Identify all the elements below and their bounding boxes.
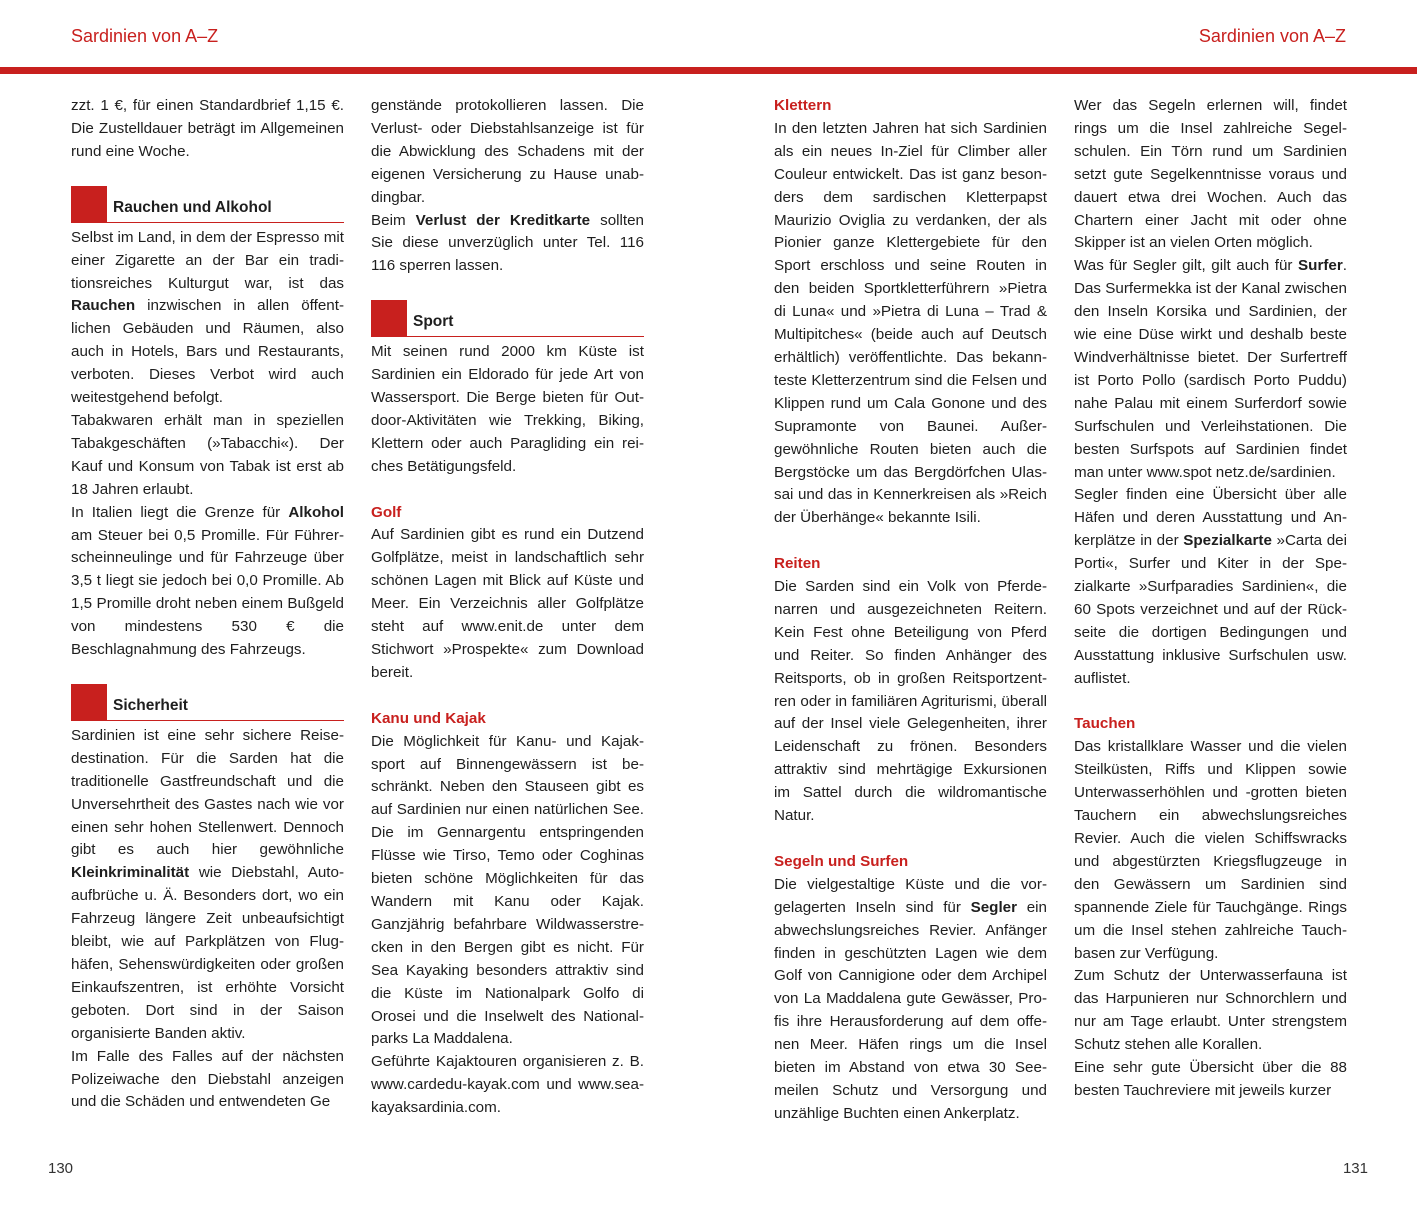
- paragraph: zzt. 1 €, für einen Standardbrief 1,15 €. Die Zustelldauer beträgt im Allgemeinen rund eine Woche.: [71, 97, 344, 160]
- section-marker: [371, 300, 407, 336]
- paragraph: Die Möglichkeit für Kanu- und Kajaksport auf Binnengewässern ist beschränkt. Neben den Stauseen gibt es auf Sardinien nur einen natürlichen See. Die im Gennargentu entspringenden Flüsse wie Tirso, Temo oder Coghinas bieten schöne Möglichkeiten für das Wandern mit Kanu oder Kajak. Ganzjährig befahrbare Wildwasserstrecken in den Bergen gibt es nicht. Für Sea Kayaking besonders attraktiv sind die Küste im Nationalpark Golfo di Orosei und die Inselwelt des Nationalparks La Maddalena.: [371, 732, 644, 1048]
- paragraph: Tabakwaren erhält man in speziellen Tabakgeschäften (»Tabacchi«). Der Kauf und Konsum von Tabak ist erst ab 18 Jahren erlaubt.: [71, 411, 344, 498]
- subheading-reiten: Reiten: [774, 555, 821, 573]
- running-head-left: Sardinien von A–Z: [71, 26, 219, 46]
- paragraph: Wer das Segeln erlernen will, findet rings um die Insel zahlreiche Segelschulen. Ein Törn rund um Sardinien setzt gute Segelkenntnisse voraus und dauert etwa drei Wochen. Auch das Chartern einer Jacht mit oder ohne Skipper ist an vielen Orten möglich.: [1074, 97, 1347, 252]
- section-marker: [71, 186, 107, 222]
- paragraph: Im Falle des Falles auf der nächsten Polizeiwache den Diebstahl anzeigen und die Schäden und entwendeten Ge: [71, 1047, 344, 1111]
- paragraph: Die Sarden sind ein Volk von Pferdenarren und ausgezeichneten Reitern. Kein Fest ohne Beteiligung von Pferd und Reiter. So finden Anhänger des Reitsports, ob in großen Reitsportzentren oder in familiären Agriturismi, überall auf der Insel viele Gelegenheiten, ihrer Leidenschaft zu frönen. Besonders attraktiv sind mehrtägige Exkursionen im Sattel durch die wildromantische Natur.: [774, 578, 1047, 825]
- paragraph: genstände protokollieren lassen. Die Verlust- oder Diebstahlsanzeige ist für die Abwicklung des Schadens mit der eigenen Versicherung zu Hause unabdingbar.: [371, 97, 644, 206]
- subheading-kanu: Kanu und Kajak: [371, 709, 486, 727]
- column-4: [1074, 95, 1347, 1103]
- paragraph: Sardinien ist eine sehr sichere Reisedestination. Für die Sarden hat die traditionelle Gastfreundschaft und die Unversehrtheit des Gastes nach wie vor einen sehr hohen Stellenwert. Dennoch gibt es auch hier gewöhnliche Kleinkriminalität wie Diebstahl, Autoaufbrüche u. Ä. Besonders dort, wo ein Fahrzeug längere Zeit unbeaufsichtigt bleibt, wie auf Parkplätzen von Flughäfen, Sehenswürdigkeiten oder großen Einkaufszentren, ist erhöhte Vorsicht geboten. Dort sind in der Saison organisierte Banden aktiv.: [71, 726, 344, 1042]
- section-heading-rauchen: [71, 186, 344, 223]
- section-title: Sicherheit: [113, 697, 188, 715]
- section-heading-sport: [371, 300, 644, 337]
- paragraph: Segler finden eine Übersicht über alle Häfen und deren Ausstattung und Ankerplätze in der Spezialkarte »Carta dei Porti«, Surfer und Kiter in der Spezialkarte »Surfparadies Sardinien«, die 60 Spots verzeichnet und auf der Rückseite die dortigen Bedingungen und Ausstattung inklusive Surfschulen usw. auflistet.: [1074, 486, 1347, 687]
- paragraph: In Italien liegt die Grenze für Alkohol am Steuer bei 0,5 Promille. Für Führerscheinneulinge und für Fahrzeuge über 3,5 t liegt sie jedoch bei 0,0 Promille. Ab 1,5 Promille droht neben einem Bußgeld von mindestens 530 € die Beschlagnahmung des Fahrzeugs.: [71, 503, 344, 659]
- section-marker: [71, 684, 107, 720]
- paragraph: Zum Schutz der Unterwasserfauna ist das Harpunieren nur Schnorchlern und nur am Tage erlaubt. Unter strengstem Schutz stehen alle Korallen.: [1074, 967, 1347, 1054]
- section-title: Rauchen und Alkohol: [113, 198, 272, 216]
- paragraph: Geführte Kajaktouren organisieren z. B. www.cardedu-kayak.com und www.seakayaksardinia.com.: [371, 1053, 644, 1117]
- page-number-right: 131: [1342, 1160, 1368, 1177]
- header-rule: [0, 67, 1417, 74]
- paragraph: Selbst im Land, in dem der Espresso mit einer Zigarette an der Bar ein traditionsreiches Kulturgut war, ist das Rauchen inzwischen in allen öffentlichen Gebäuden und Räumen, also auch in Hotels, Bars und Restaurants, verboten. Dieses Verbot wird auch weitestgehend befolgt.: [71, 228, 344, 407]
- paragraph: Die vielgestaltige Küste und die vorgelagerten Inseln sind für Segler ein abwechslungsreiches Revier. Anfänger finden in geschützten Lagen wie dem Golf von Cannigione oder dem Archipel von La Maddalena gute Gewässer, Profis ihre Herausforderung auf dem offenen Meer. Häfen rings um die Insel bieten im Abstand von etwa 30 Seemeilen Schutz und Versorgung und unzählige Buchten einen Ankerplatz.: [774, 875, 1047, 1122]
- paragraph: Beim Verlust der Kreditkarte sollten Sie diese unverzüglich unter Tel. 116 116 sperren lassen.: [371, 211, 644, 275]
- section-title: Sport: [413, 313, 454, 331]
- paragraph: In den letzten Jahren hat sich Sardinien als ein neues In-Ziel für Climber aller Couleur entwickelt. Das ist ganz besonders dem sardischen Kletterpapst Maurizio Oviglia zu verdanken, der als Pionier ganze Klettergebiete für den Sport erschloss und seine Routen in den beiden Sportkletterführern »Pietra di Luna« und »Pietra di Luna – Trad & Multipitches« (beide auch auf Deutsch erhältlich) veröffentlichte. Das bekannteste Kletterzentrum sind die Felsen und Klippen rund um Cala Gonone und des Supramonte von Baunei. Außergewöhnliche Routen bieten auch die Bergstöcke um das Bergdörfchen Ulassai und das in Kennerkreisen als »Reich der Überhänge« bekannte Isili.: [774, 119, 1047, 527]
- column-2: [371, 95, 644, 1120]
- running-head-right: Sardinien von A–Z: [1198, 26, 1346, 46]
- column-3: [774, 95, 1047, 1126]
- subheading-segeln: Segeln und Surfen: [774, 852, 909, 870]
- paragraph: Was für Segler gilt, gilt auch für Surfer. Das Surfermekka ist der Kanal zwischen den Inseln Korsika und Sardinien, der wie eine Düse wirkt und deshalb beste Windverhältnisse bietet. Der Surfertreff ist Porto Pollo (sardisch Porto Puddu) nahe Palau mit einem Surferdorf sowie Surfschulen und Verleihstationen. Die besten Surfspots auf Sardinien findet man unter www.spot netz.de/sardinien.: [1074, 257, 1347, 481]
- subheading-golf: Golf: [371, 503, 402, 521]
- section-heading-sicherheit: [71, 684, 344, 721]
- column-1: [71, 95, 344, 1114]
- paragraph: Das kristallklare Wasser und die vielen Steilküsten, Riffs und Klippen sowie Unterwasserhöhlen und -grotten bieten Tauchern ein abwechslungsreiches Revier. Auch die vielen Schiffswracks und abgestürzten Kriegsflugzeuge in den Gewässern um Sardinien sind spannende Ziele für Tauchgänge. Rings um die Insel stehen zahlreiche Tauchbasen zur Verfügung.: [1074, 738, 1347, 962]
- paragraph: Auf Sardinien gibt es rund ein Dutzend Golfplätze, meist in landschaftlich sehr schönen Lagen mit Blick auf Küste und Meer. Ein Verzeichnis aller Golfplätze steht auf www.enit.de unter dem Stichwort »Prospekte« zum Download bereit.: [371, 526, 644, 681]
- subheading-tauchen: Tauchen: [1074, 715, 1136, 733]
- paragraph: Mit seinen rund 2000 km Küste ist Sardinien ein Eldorado für jede Art von Wassersport. Die Berge bieten für Outdoor-Aktivitäten wie Trekking, Biking, Klettern oder auch Paragliding ein reiches Betätigungsfeld.: [371, 343, 644, 475]
- paragraph: Eine sehr gute Übersicht über die 88 besten Tauchreviere mit jeweils kurzer: [1074, 1059, 1347, 1099]
- page-number-left: 130: [48, 1160, 74, 1177]
- subheading-klettern: Klettern: [774, 97, 832, 114]
